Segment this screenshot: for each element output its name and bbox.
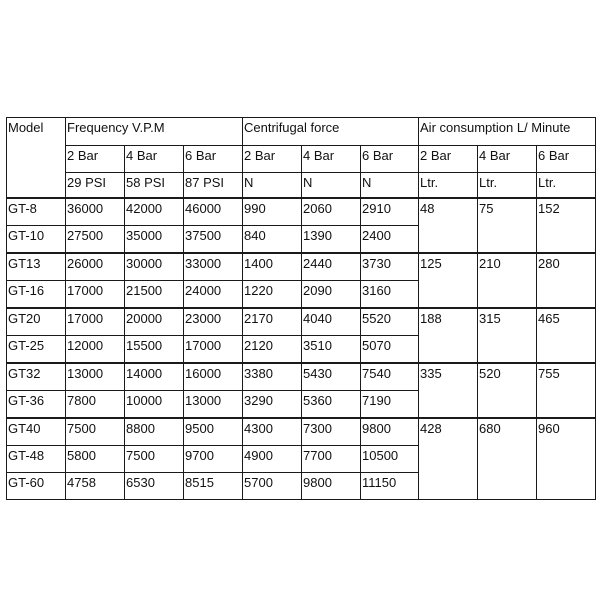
force-cell: 3160 (361, 281, 419, 309)
frequency-header: Frequency V.P.M (66, 118, 243, 146)
pressure-header: 4 Bar (478, 146, 537, 173)
force-cell: 5520 (361, 308, 419, 336)
frequency-cell: 9700 (184, 446, 243, 473)
model-cell: GT-10 (7, 226, 66, 254)
model-cell: GT32 (7, 363, 66, 391)
force-cell: 2120 (243, 336, 302, 364)
frequency-cell: 4758 (66, 473, 125, 500)
air-consumption-header: Air consumption L/ Minute (419, 118, 596, 146)
model-cell: GT-60 (7, 473, 66, 500)
frequency-cell: 36000 (66, 198, 125, 226)
frequency-cell: 23000 (184, 308, 243, 336)
frequency-cell: 5800 (66, 446, 125, 473)
pressure-header: 6 Bar (537, 146, 596, 173)
force-cell: 1390 (302, 226, 361, 254)
table-row (7, 198, 596, 226)
force-cell: 2170 (243, 308, 302, 336)
unit-header: Ltr. (419, 173, 478, 199)
frequency-cell: 12000 (66, 336, 125, 364)
force-cell: 2440 (302, 253, 361, 281)
force-cell: 1220 (243, 281, 302, 309)
frequency-cell: 30000 (125, 253, 184, 281)
frequency-cell: 20000 (125, 308, 184, 336)
force-cell: 7700 (302, 446, 361, 473)
force-cell: 7190 (361, 391, 419, 419)
frequency-cell: 13000 (184, 391, 243, 419)
force-cell: 11150 (361, 473, 419, 500)
model-cell: GT13 (7, 253, 66, 281)
pressure-header: 2 Bar (243, 146, 302, 173)
frequency-cell: 33000 (184, 253, 243, 281)
force-cell: 9800 (302, 473, 361, 500)
force-cell: 9800 (361, 418, 419, 446)
force-cell: 2090 (302, 281, 361, 309)
air-consumption-cell: 125 (419, 253, 478, 308)
force-cell: 3730 (361, 253, 419, 281)
air-consumption-cell: 428 (419, 418, 478, 500)
pressure-header: 4 Bar (302, 146, 361, 173)
frequency-cell: 8800 (125, 418, 184, 446)
pressure-header: 6 Bar (361, 146, 419, 173)
model-cell: GT-25 (7, 336, 66, 364)
centrifugal-force-header: Centrifugal force (243, 118, 419, 146)
model-header: Model (7, 118, 66, 199)
frequency-cell: 46000 (184, 198, 243, 226)
force-cell: 4300 (243, 418, 302, 446)
frequency-cell: 35000 (125, 226, 184, 254)
force-cell: 5700 (243, 473, 302, 500)
table-row (7, 308, 596, 336)
air-consumption-cell: 210 (478, 253, 537, 308)
force-cell: 4900 (243, 446, 302, 473)
air-consumption-cell: 152 (537, 198, 596, 253)
frequency-cell: 17000 (66, 308, 125, 336)
frequency-cell: 24000 (184, 281, 243, 309)
frequency-cell: 16000 (184, 363, 243, 391)
frequency-cell: 7800 (66, 391, 125, 419)
air-consumption-cell: 315 (478, 308, 537, 363)
model-cell: GT-16 (7, 281, 66, 309)
frequency-cell: 21500 (125, 281, 184, 309)
air-consumption-cell: 755 (537, 363, 596, 418)
pressure-header: 6 Bar (184, 146, 243, 173)
frequency-cell: 26000 (66, 253, 125, 281)
unit-header: Ltr. (537, 173, 596, 199)
force-cell: 7300 (302, 418, 361, 446)
force-cell: 990 (243, 198, 302, 226)
force-cell: 2400 (361, 226, 419, 254)
frequency-cell: 6530 (125, 473, 184, 500)
frequency-cell: 17000 (66, 281, 125, 309)
frequency-cell: 14000 (125, 363, 184, 391)
unit-header: N (243, 173, 302, 199)
frequency-cell: 37500 (184, 226, 243, 254)
air-consumption-cell: 75 (478, 198, 537, 253)
force-cell: 2060 (302, 198, 361, 226)
force-cell: 10500 (361, 446, 419, 473)
air-consumption-cell: 680 (478, 418, 537, 500)
frequency-cell: 27500 (66, 226, 125, 254)
table-row (7, 363, 596, 391)
frequency-cell: 9500 (184, 418, 243, 446)
air-consumption-cell: 280 (537, 253, 596, 308)
force-cell: 1400 (243, 253, 302, 281)
model-cell: GT-36 (7, 391, 66, 419)
unit-header: N (302, 173, 361, 199)
force-cell: 5360 (302, 391, 361, 419)
frequency-cell: 8515 (184, 473, 243, 500)
force-cell: 3510 (302, 336, 361, 364)
specification-table (6, 117, 596, 500)
air-consumption-cell: 520 (478, 363, 537, 418)
air-consumption-cell: 188 (419, 308, 478, 363)
frequency-cell: 42000 (125, 198, 184, 226)
frequency-cell: 7500 (66, 418, 125, 446)
pressure-header: 2 Bar (419, 146, 478, 173)
air-consumption-cell: 335 (419, 363, 478, 418)
force-cell: 4040 (302, 308, 361, 336)
unit-header: N (361, 173, 419, 199)
table-row (7, 253, 596, 281)
air-consumption-cell: 960 (537, 418, 596, 500)
model-cell: GT-8 (7, 198, 66, 226)
unit-header: 58 PSI (125, 173, 184, 199)
force-cell: 840 (243, 226, 302, 254)
table-row (7, 418, 596, 446)
force-cell: 2910 (361, 198, 419, 226)
force-cell: 5070 (361, 336, 419, 364)
model-cell: GT-48 (7, 446, 66, 473)
unit-header: 87 PSI (184, 173, 243, 199)
force-cell: 3380 (243, 363, 302, 391)
frequency-cell: 10000 (125, 391, 184, 419)
air-consumption-cell: 465 (537, 308, 596, 363)
model-cell: GT40 (7, 418, 66, 446)
air-consumption-cell: 48 (419, 198, 478, 253)
unit-header: Ltr. (478, 173, 537, 199)
force-cell: 7540 (361, 363, 419, 391)
unit-header: 29 PSI (66, 173, 125, 199)
frequency-cell: 15500 (125, 336, 184, 364)
frequency-cell: 7500 (125, 446, 184, 473)
pressure-header: 2 Bar (66, 146, 125, 173)
frequency-cell: 13000 (66, 363, 125, 391)
force-cell: 5430 (302, 363, 361, 391)
model-cell: GT20 (7, 308, 66, 336)
frequency-cell: 17000 (184, 336, 243, 364)
pressure-header: 4 Bar (125, 146, 184, 173)
force-cell: 3290 (243, 391, 302, 419)
